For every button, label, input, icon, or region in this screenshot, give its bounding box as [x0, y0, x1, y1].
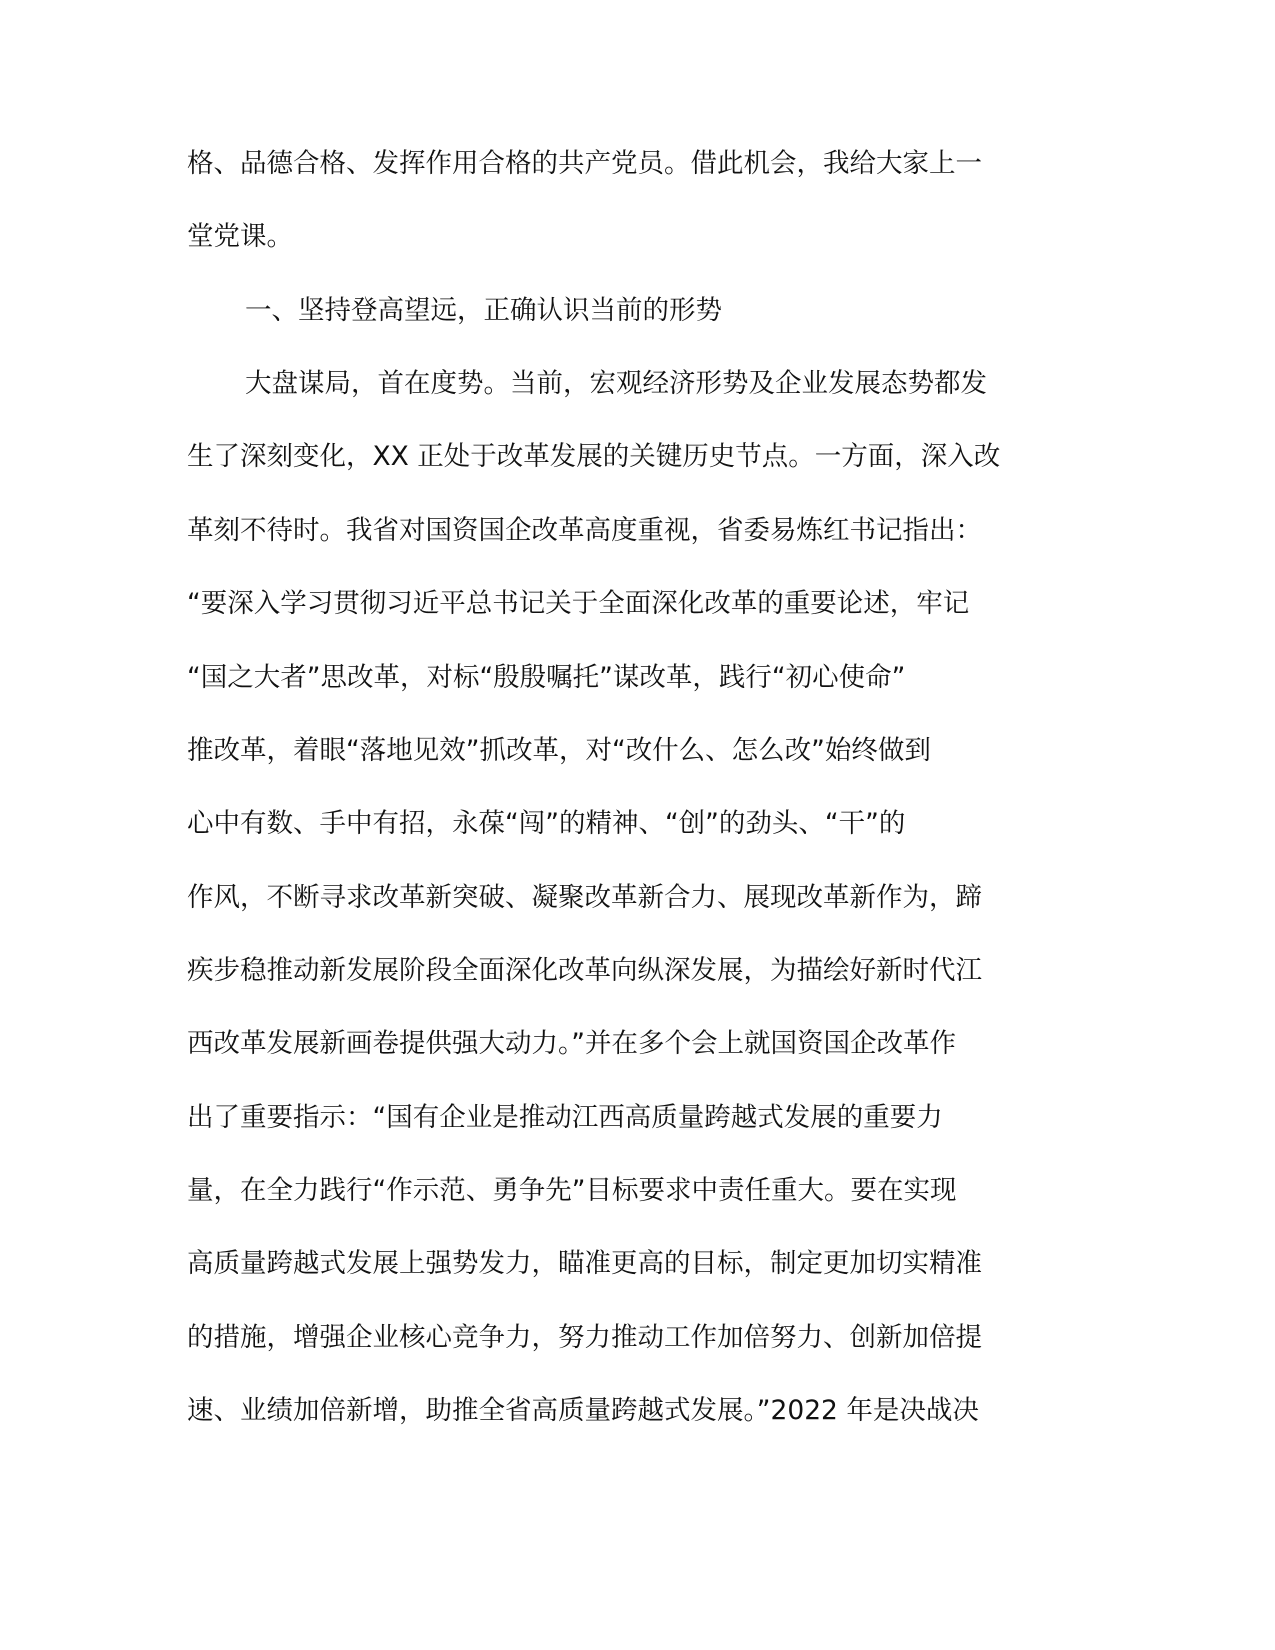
paragraph-line: 革刻不待时。我省对国资国企改革高度重视，省委易炼红书记指出： — [187, 515, 982, 546]
paragraph-line: 速、业绩加倍新增，助推全省高质量跨越式发展。”2022 年是决战决 — [187, 1395, 979, 1426]
paragraph-line: 心中有数、手中有招，永葆“闯”的精神、“创”的劲头、“干”的 — [187, 808, 906, 839]
paragraph-line: 大盘谋局，首在度势。当前，宏观经济形势及企业发展态势都发 — [245, 368, 987, 399]
paragraph-line: “国之大者”思改革，对标“殷殷嘱托”谋改革，践行“初心使命” — [187, 662, 906, 693]
paragraph-line: 量，在全力践行“作示范、勇争先”目标要求中责任重大。要在实现 — [187, 1175, 957, 1206]
paragraph-line: 的措施，增强企业核心竞争力，努力推动工作加倍努力、创新加倍提 — [187, 1322, 982, 1353]
paragraph-line: 生了深刻变化，XX 正处于改革发展的关键历史节点。一方面，深入改 — [187, 441, 1001, 472]
paragraph-line: 高质量跨越式发展上强势发力，瞄准更高的目标，制定更加切实精准 — [187, 1248, 982, 1279]
paragraph-line: 出了重要指示：“国有企业是推动江西高质量跨越式发展的重要力 — [187, 1102, 943, 1133]
paragraph-line: 疾步稳推动新发展阶段全面深化改革向纵深发展，为描绘好新时代江 — [187, 955, 982, 986]
section-heading: 一、坚持登高望远，正确认识当前的形势 — [245, 295, 722, 326]
paragraph-line: 推改革，着眼“落地见效”抓改革，对“改什么、怎么改”始终做到 — [187, 735, 931, 766]
paragraph-line: 西改革发展新画卷提供强大动力。”并在多个会上就国资国企改革作 — [187, 1028, 956, 1059]
paragraph-line: 作风，不断寻求改革新突破、凝聚改革新合力、展现改革新作为，蹄 — [187, 882, 982, 913]
paragraph-line: 堂党课。 — [187, 221, 293, 252]
paragraph-line: “要深入学习贯彻习近平总书记关于全面深化改革的重要论述，牢记 — [187, 588, 970, 619]
paragraph-line: 格、品德合格、发挥作用合格的共产党员。借此机会，我给大家上一 — [187, 148, 982, 179]
